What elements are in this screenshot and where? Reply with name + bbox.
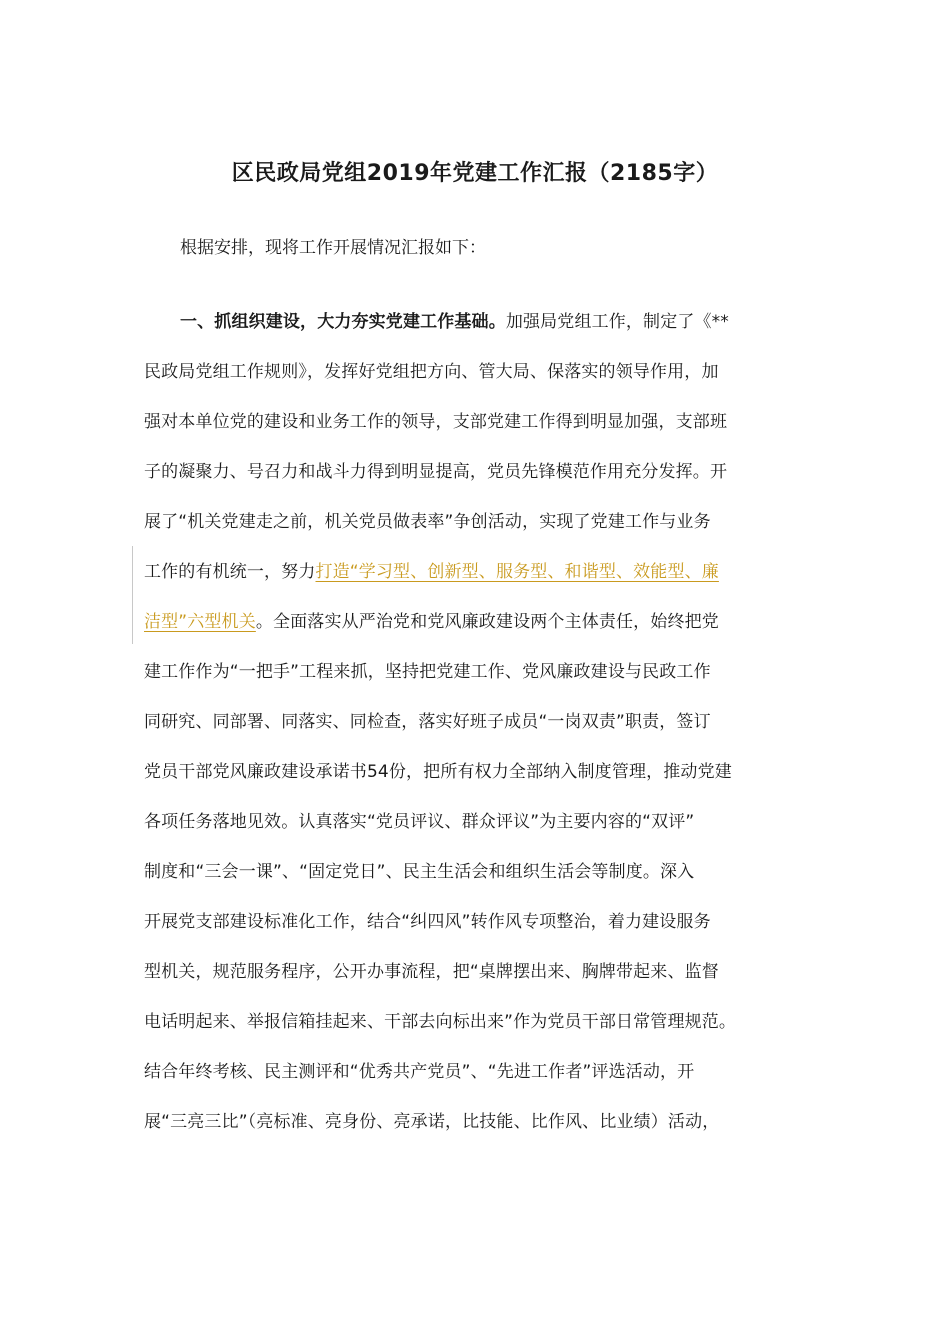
highlighted-link-part-2[interactable]: 洁型”六型机关 xyxy=(144,612,256,632)
paragraph-line xyxy=(144,556,808,606)
paragraph-line: 子的凝聚力、号召力和战斗力得到明显提高，党员先锋模范作用充分发挥。开 xyxy=(144,462,728,482)
paragraph-line: 各项任务落地见效。认真落实“党员评议、群众评议”为主要内容的“双评” xyxy=(144,812,695,832)
intro-paragraph: 根据安排，现将工作开展情况汇报如下： xyxy=(180,238,486,258)
paragraph-line: 结合年终考核、民主测评和“优秀共产党员”、“先进工作者”评选活动，开 xyxy=(144,1062,695,1082)
text-run: 。全面落实从严治党和党风廉政建设两个主体责任，始终把党 xyxy=(255,612,719,632)
change-bar xyxy=(132,546,133,644)
section-1-paragraph xyxy=(144,306,808,1156)
paragraph-line: 展了“机关党建走之前，机关党员做表率”争创活动，实现了党建工作与业务 xyxy=(144,512,711,532)
text-run: 加强局党组工作，制定了《** xyxy=(505,312,729,332)
text-run: 工作的有机统一，努力 xyxy=(144,562,316,582)
paragraph-line: 型机关，规范服务程序，公开办事流程，把“桌牌摆出来、胸牌带起来、监督 xyxy=(144,962,719,982)
paragraph-line: 制度和“三会一课”、“固定党日”、民主生活会和组织生活会等制度。深入 xyxy=(144,862,695,882)
paragraph-line: 民政局党组工作规则》，发挥好党组把方向、管大局、保落实的领导作用，加 xyxy=(144,362,719,382)
paragraph-line: 电话明起来、举报信箱挂起来、干部去向标出来”作为党员干部日常管理规范。 xyxy=(144,1012,737,1032)
paragraph-line: 强对本单位党的建设和业务工作的领导，支部党建工作得到明显加强，支部班 xyxy=(144,412,728,432)
paragraph-line: 建工作作为“一把手”工程来抓，坚持把党建工作、党风廉政建设与民政工作 xyxy=(144,662,711,682)
paragraph-line: 展“三亮三比”（亮标准、亮身份、亮承诺，比技能、比作风、比业绩）活动， xyxy=(144,1112,720,1132)
paragraph-line: 同研究、同部署、同落实、同检查，落实好班子成员“一岗双责”职责，签订 xyxy=(144,712,711,732)
highlighted-link-part-1[interactable]: 打造“学习型、创新型、服务型、和谐型、效能型、廉 xyxy=(315,562,719,582)
paragraph-line: 开展党支部建设标准化工作，结合“纠四风”转作风专项整治，着力建设服务 xyxy=(144,912,711,932)
paragraph-line: 党员干部党风廉政建设承诺书54份，把所有权力全部纳入制度管理，推动党建 xyxy=(144,762,732,782)
document-title: 区民政局党组2019年党建工作汇报（2185字） xyxy=(231,161,719,186)
paragraph-line xyxy=(144,306,808,356)
section-heading: 一、抓组织建设，大力夯实党建工作基础。 xyxy=(180,312,506,332)
paragraph-line xyxy=(144,606,808,656)
